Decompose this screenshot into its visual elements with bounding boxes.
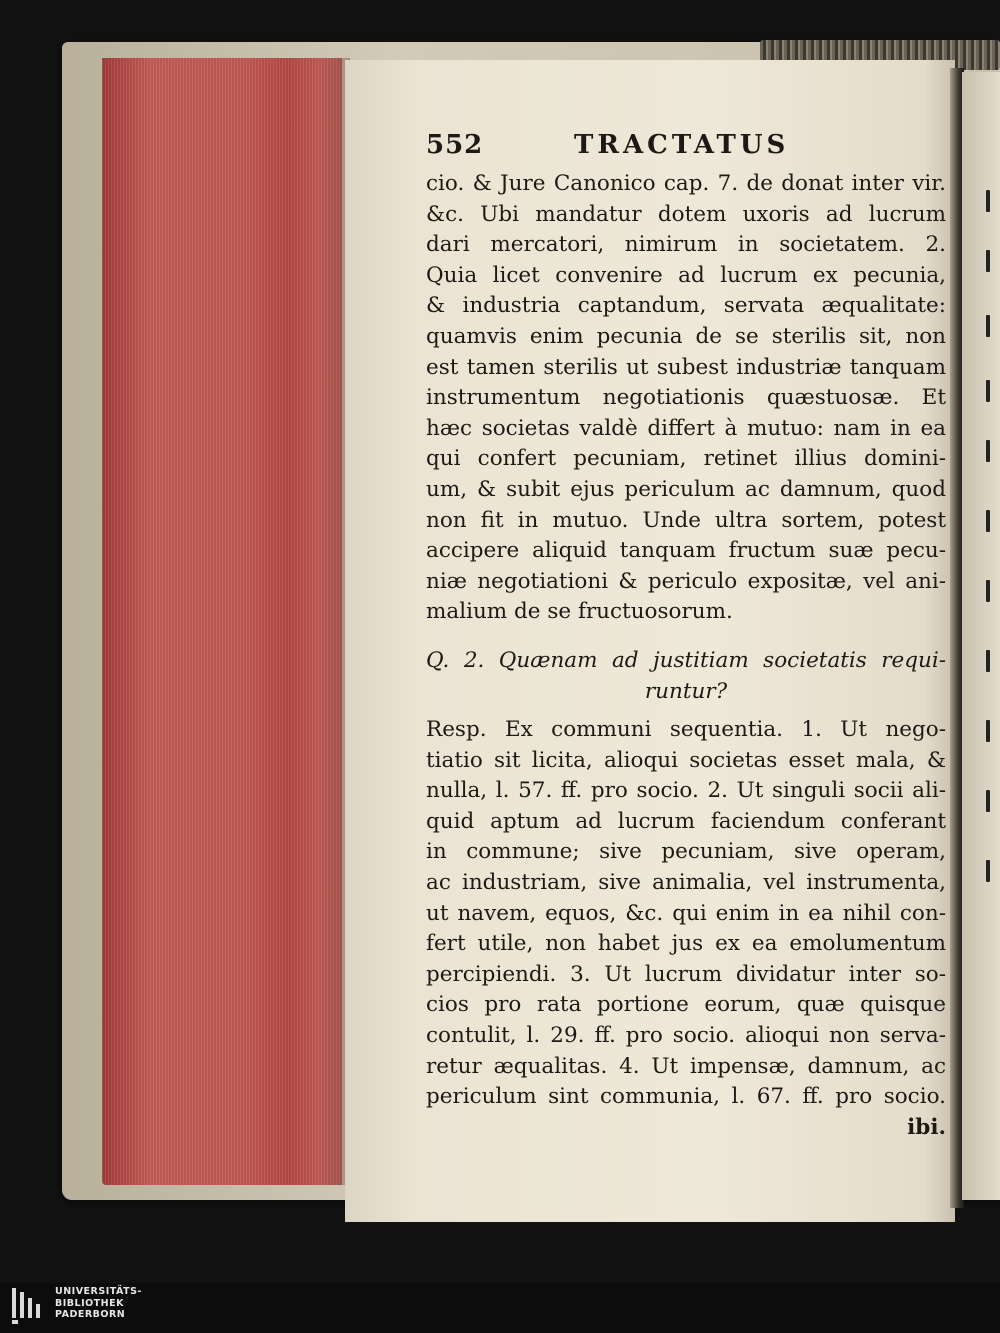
page-header <box>426 125 946 169</box>
text-line: quid aptum ad lucrum faciendum conferant <box>426 808 946 834</box>
text-line: percipiendi. 3. Ut lucrum dividatur inter so- <box>426 961 946 987</box>
answer-paragraph <box>426 715 946 1143</box>
text-line: contulit, l. 29. ff. pro socio. alioqui non serva- <box>426 1023 946 1049</box>
text-line: & industria captandum, servata æqualitate: <box>426 293 946 319</box>
body-paragraph <box>426 169 946 628</box>
text-line: malium de se fructuosorum. <box>426 599 733 625</box>
text-line: fert utile, non habet jus ex ea emolumentum <box>426 931 946 957</box>
catchword: ibi. <box>907 1114 946 1140</box>
text-line: ut navem, equos, &c. qui enim in ea nihil con- <box>426 900 946 926</box>
library-footer <box>0 1283 1000 1333</box>
question-line: runtur? <box>644 678 728 704</box>
library-name-line: PADERBORN <box>55 1309 126 1320</box>
right-page-glyph-fragments <box>972 190 998 930</box>
text-line: um, & subit ejus periculum ac damnum, quod <box>426 476 946 502</box>
text-line: dari mercatori, nimirum in societatem. 2. <box>426 232 946 258</box>
question-heading <box>426 646 946 677</box>
text-line: &c. Ubi mandatur dotem uxoris ad lucrum <box>426 201 946 227</box>
page-text <box>426 125 946 1143</box>
text-line: tiatio sit licita, alioqui societas esset mala, & <box>426 747 946 773</box>
question-heading-continued <box>426 677 946 708</box>
question-line: Q. 2. Quænam ad justitiam societatis requi- <box>426 647 946 673</box>
page-number: 552 <box>426 130 484 160</box>
text-line: periculum sint communia, l. 67. ff. pro socio. <box>426 1084 946 1110</box>
text-line: instrumentum negotiationis quæstuosæ. Et <box>426 385 946 411</box>
library-name-line: UNIVERSITÄTS- <box>55 1286 142 1297</box>
text-line: est tamen sterilis ut subest industriæ tanquam <box>426 354 946 380</box>
library-name-line: BIBLIOTHEK <box>55 1297 124 1309</box>
text-line: cio. & Jure Canonico cap. 7. de donat inter vir. <box>426 171 946 196</box>
text-line: ac industriam, sive animalia, vel instrumenta, <box>426 870 946 896</box>
text-line: niæ negotiationi & periculo expositæ, vel ani- <box>426 568 946 594</box>
text-line: Resp. Ex communi sequentia. 1. Ut nego- <box>426 717 946 743</box>
library-name <box>55 1286 142 1321</box>
text-line: nulla, l. 57. ff. pro socio. 2. Ut singuli socii ali- <box>426 778 946 804</box>
text-line: qui confert pecuniam, retinet illius domini- <box>426 446 946 472</box>
text-line: cios pro rata portione eorum, quæ quisque <box>426 992 946 1018</box>
text-line: Quia licet convenire ad lucrum ex pecunia, <box>426 262 946 288</box>
text-line: quamvis enim pecunia de se sterilis sit, non <box>426 323 946 349</box>
text-line: non fit in mutuo. Unde ultra sortem, potest <box>426 507 946 533</box>
running-title: TRACTATUS <box>574 130 790 160</box>
text-line: retur æqualitas. 4. Ut impensæ, damnum, ac <box>426 1053 946 1079</box>
library-logo-icon <box>12 1288 48 1324</box>
text-line: hæc societas valdè differt à mutuo: nam in ea <box>426 415 946 441</box>
text-line: in commune; sive pecuniam, sive operam, <box>426 839 946 865</box>
text-line: accipere aliquid tanquam fructum suæ pecu- <box>426 538 946 564</box>
red-page-edges <box>102 58 342 1185</box>
